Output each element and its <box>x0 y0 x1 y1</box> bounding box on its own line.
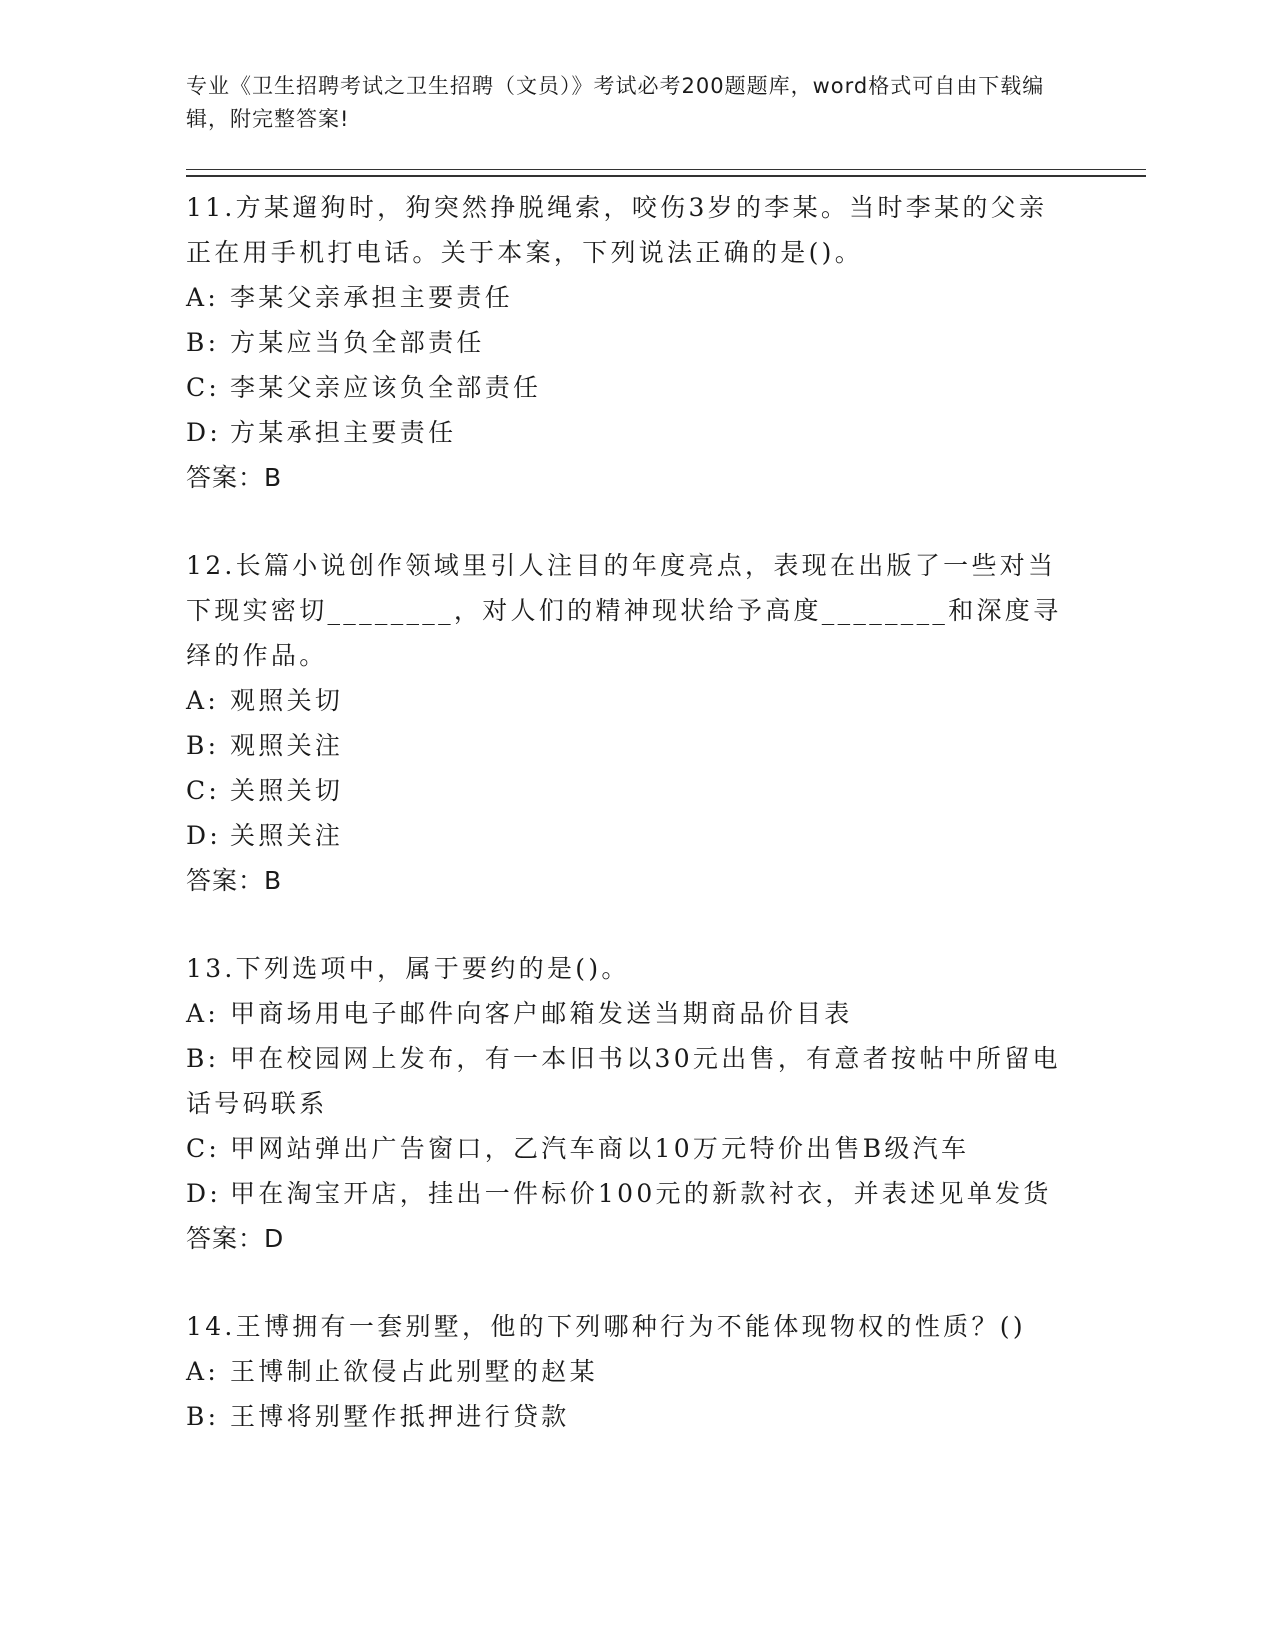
option-letter: C: <box>186 1134 221 1163</box>
option-d <box>186 1171 1066 1216</box>
question-stem: 12.长篇小说创作领域里引人注目的年度亮点，表现在出版了一些对当下现实密切________，对人们的精神现状给予高度________和深度寻绎的作品。 <box>186 551 1062 670</box>
option-letter: A: <box>186 1357 220 1386</box>
option-letter: B: <box>186 1044 220 1073</box>
option-letter: C: <box>186 373 221 402</box>
document-header: 专业《卫生招聘考试之卫生招聘（文员）》考试必考200题题库，word格式可自由下载编辑，附完整答案! <box>186 74 1045 131</box>
option-c <box>186 768 1066 813</box>
option-a <box>186 1349 1066 1394</box>
option-b <box>186 1394 1066 1439</box>
option-letter: D: <box>186 1179 222 1208</box>
option-a <box>186 991 1066 1036</box>
question-12 <box>186 543 1146 904</box>
option-b <box>186 723 1066 768</box>
option-d <box>186 813 1066 858</box>
option-text: 观照关切 <box>230 686 344 715</box>
option-letter: A: <box>186 999 220 1028</box>
option-text: 甲在校园网上发布，有一本旧书以30元出售，有意者按帖中所留电话号码联系 <box>186 1044 1061 1118</box>
question-stem: 14.王博拥有一套别墅，他的下列哪种行为不能体现物权的性质？() <box>186 1312 1026 1341</box>
option-b <box>186 320 1066 365</box>
question-14 <box>186 1304 1146 1439</box>
header-divider <box>186 169 1146 177</box>
question-stem: 11.方某遛狗时，狗突然挣脱绳索，咬伤3岁的李某。当时李某的父亲正在用手机打电话。关于本案，下列说法正确的是()。 <box>186 193 1048 267</box>
option-text: 李某父亲应该负全部责任 <box>230 373 542 402</box>
option-text: 甲商场用电子邮件向客户邮箱发送当期商品价目表 <box>230 999 853 1028</box>
option-text: 观照关注 <box>230 731 344 760</box>
option-letter: B: <box>186 731 220 760</box>
answer-line: 答案：B <box>186 463 283 492</box>
option-letter: C: <box>186 776 221 805</box>
option-letter: B: <box>186 1402 220 1431</box>
option-text: 关照关切 <box>230 776 344 805</box>
option-text: 方某应当负全部责任 <box>230 328 485 357</box>
question-stem: 13.下列选项中，属于要约的是()。 <box>186 954 630 983</box>
option-a <box>186 678 1066 723</box>
question-13 <box>186 946 1146 1262</box>
option-text: 甲在淘宝开店，挂出一件标价100元的新款衬衣，并表述见单发货 <box>230 1179 1052 1208</box>
option-letter: D: <box>186 821 222 850</box>
option-text: 王博将别墅作抵押进行贷款 <box>230 1402 570 1431</box>
option-text: 方某承担主要责任 <box>230 418 457 447</box>
option-c <box>186 365 1066 410</box>
option-text: 王博制止欲侵占此别墅的赵某 <box>230 1357 598 1386</box>
option-letter: A: <box>186 686 220 715</box>
question-list <box>186 185 1146 1439</box>
option-a <box>186 275 1066 320</box>
answer-line: 答案：D <box>186 1224 285 1253</box>
option-text: 甲网站弹出广告窗口，乙汽车商以10万元特价出售B级汽车 <box>230 1134 970 1163</box>
option-text: 李某父亲承担主要责任 <box>230 283 514 312</box>
option-text: 关照关注 <box>230 821 344 850</box>
question-11 <box>186 185 1146 501</box>
option-letter: B: <box>186 328 220 357</box>
answer-line: 答案：B <box>186 866 283 895</box>
option-d <box>186 410 1066 455</box>
option-letter: D: <box>186 418 222 447</box>
document-page <box>186 70 1146 1481</box>
option-b <box>186 1036 1066 1126</box>
option-c <box>186 1126 1066 1171</box>
option-letter: A: <box>186 283 220 312</box>
